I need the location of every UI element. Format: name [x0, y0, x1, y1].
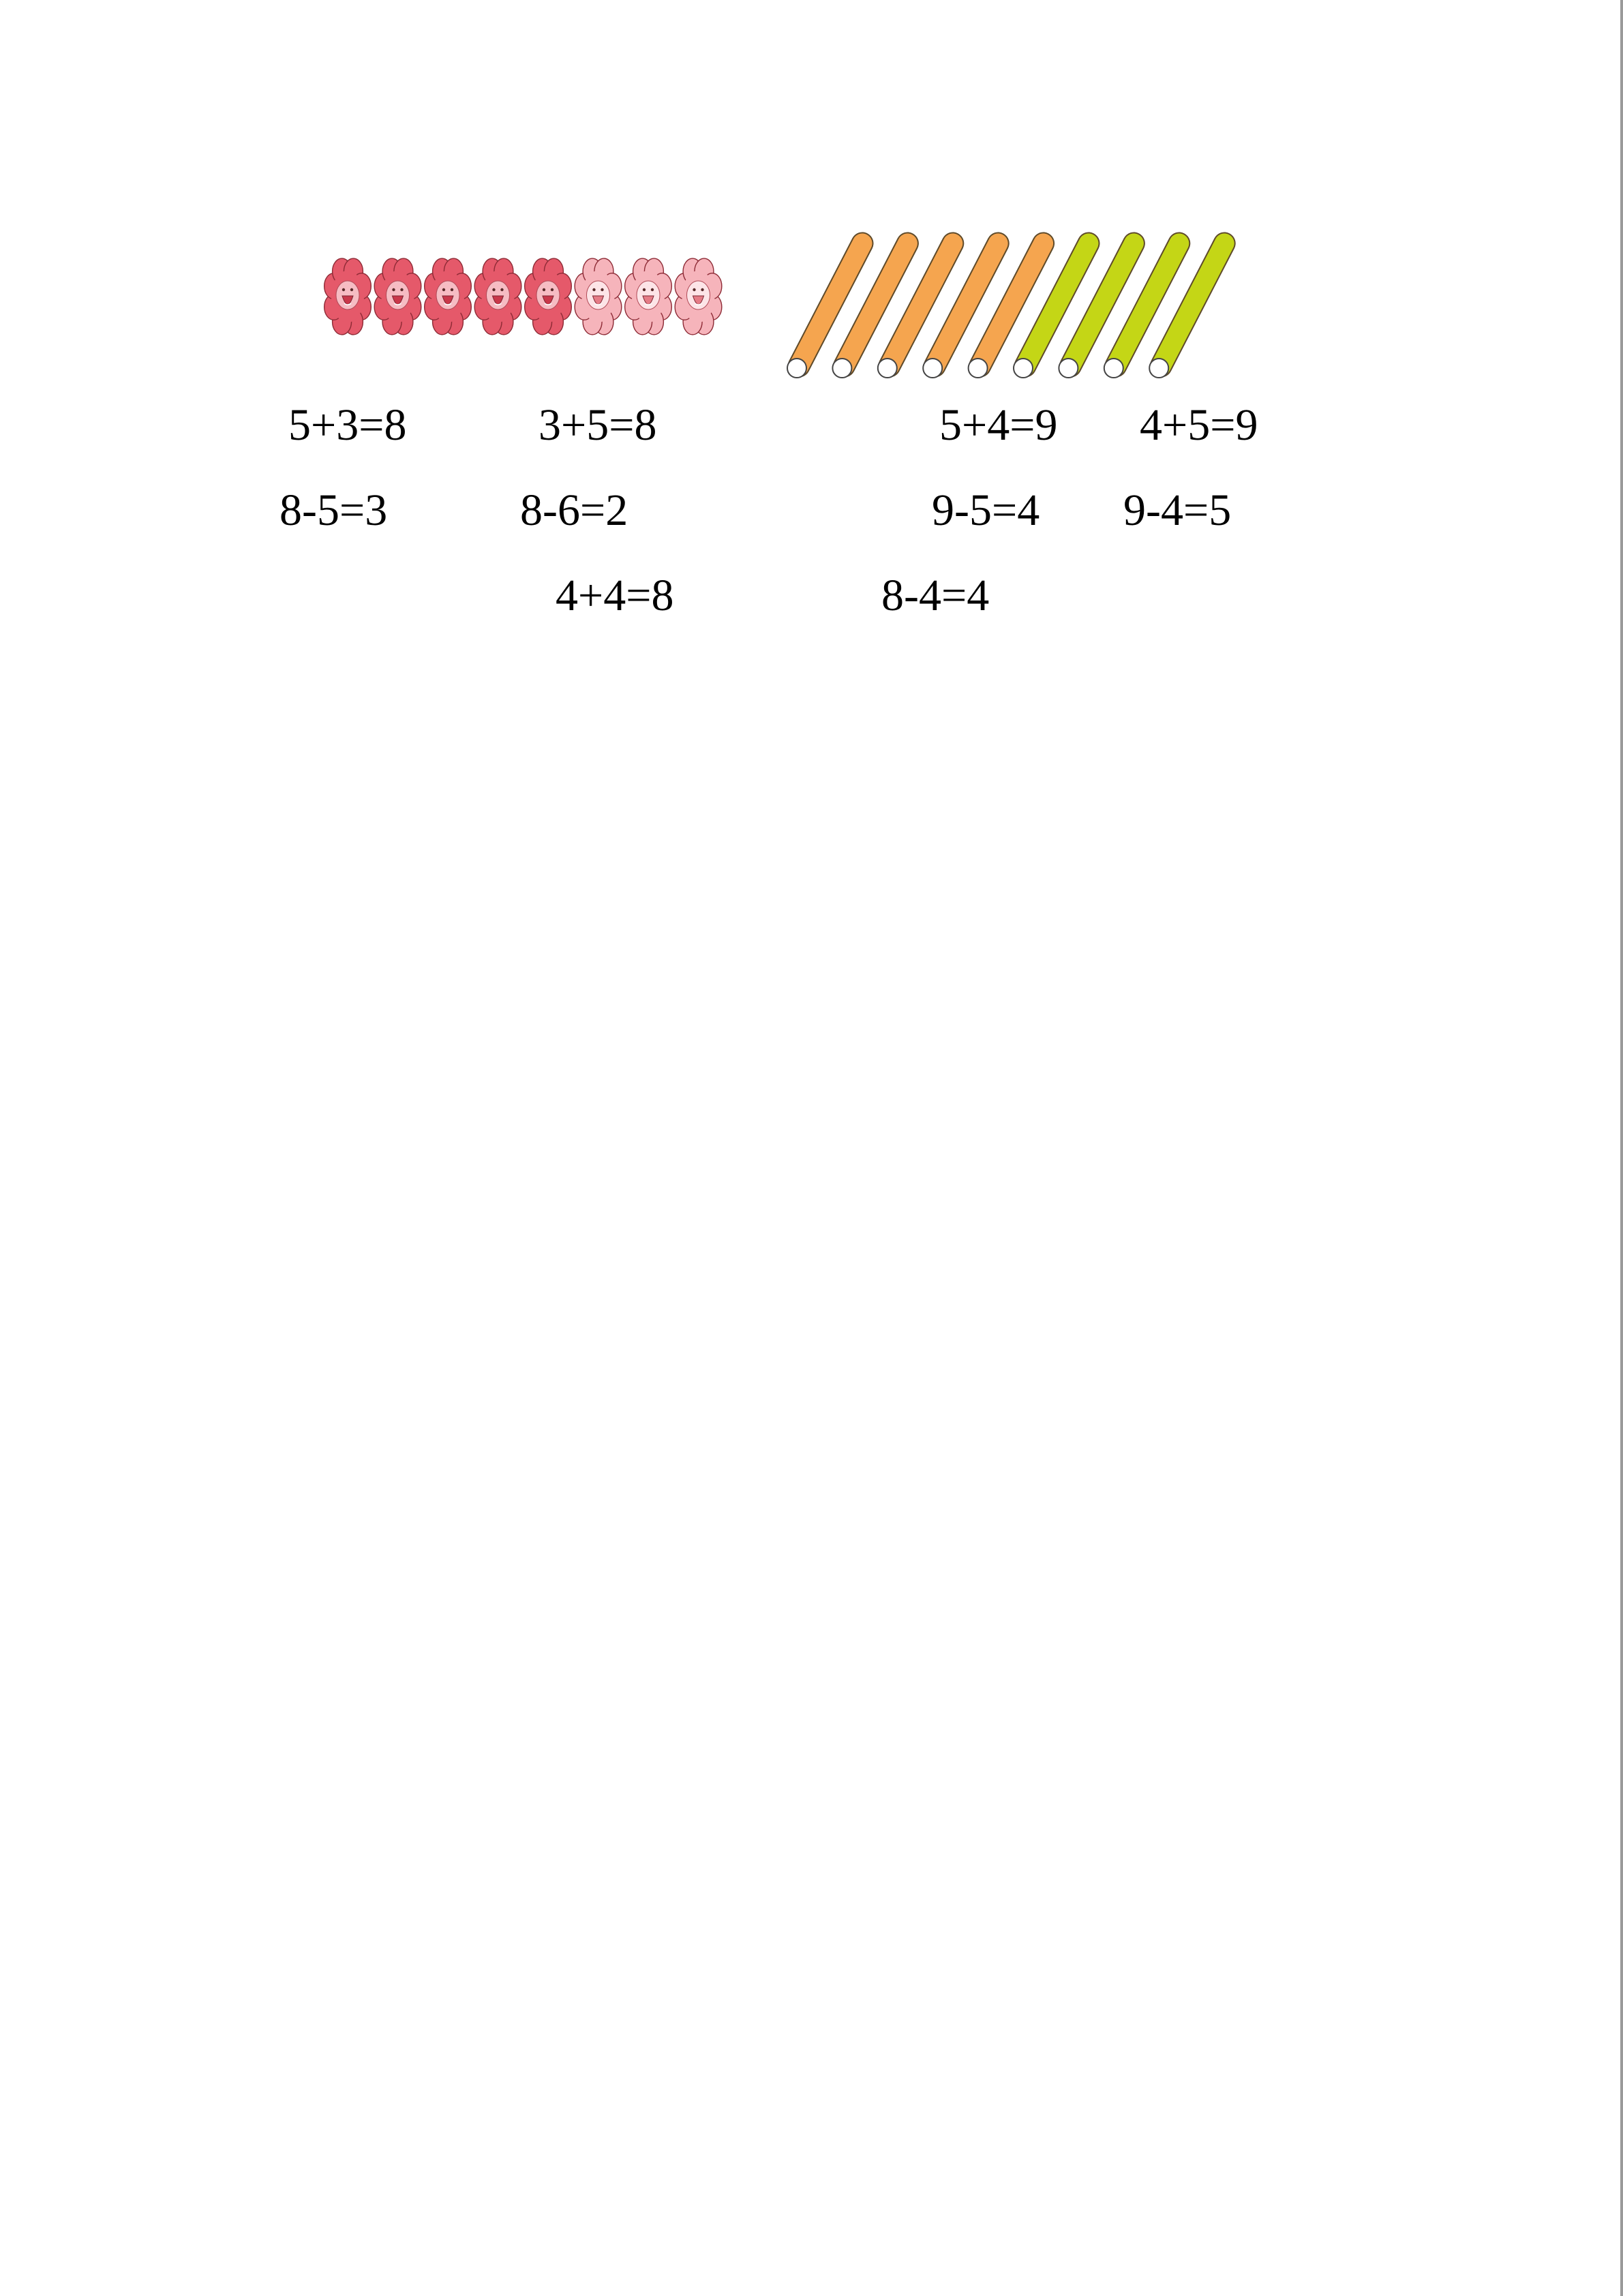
- equation-4-plus-5: 4+5=9: [1140, 400, 1258, 450]
- flower-dark-icon: [425, 258, 472, 335]
- equation-3-plus-5: 3+5=8: [539, 400, 657, 450]
- flower-dark-icon: [525, 258, 572, 335]
- flower-dark-icon: [324, 258, 371, 335]
- equation-5-plus-3: 5+3=8: [288, 400, 407, 450]
- equation-9-minus-5: 9-5=4: [932, 485, 1040, 535]
- equation-4-plus-4: 4+4=8: [556, 571, 674, 620]
- equation-8-minus-5: 8-5=3: [279, 485, 388, 535]
- flower-dark-icon: [374, 258, 421, 335]
- equation-8-minus-6: 8-6=2: [520, 485, 628, 535]
- stick-end: [1059, 359, 1078, 378]
- flower-light-icon: [675, 258, 722, 335]
- stick-end: [1014, 359, 1033, 378]
- stick-end: [969, 359, 988, 378]
- flower-dark-icon: [474, 258, 521, 335]
- stick-end: [787, 359, 806, 378]
- stick-end: [923, 359, 942, 378]
- stick-end: [1104, 359, 1123, 378]
- flower-light-icon: [575, 258, 622, 335]
- stick-group: [777, 225, 1254, 382]
- equation-9-minus-4: 9-4=5: [1123, 485, 1232, 535]
- stick-end: [878, 359, 897, 378]
- stick-end: [832, 359, 851, 378]
- flower-group: [320, 245, 729, 348]
- page-edge: [1620, 0, 1623, 2296]
- stick-end: [1149, 359, 1168, 378]
- equation-8-minus-4: 8-4=4: [881, 571, 990, 620]
- equation-5-plus-4: 5+4=9: [939, 400, 1058, 450]
- flower-light-icon: [625, 258, 672, 335]
